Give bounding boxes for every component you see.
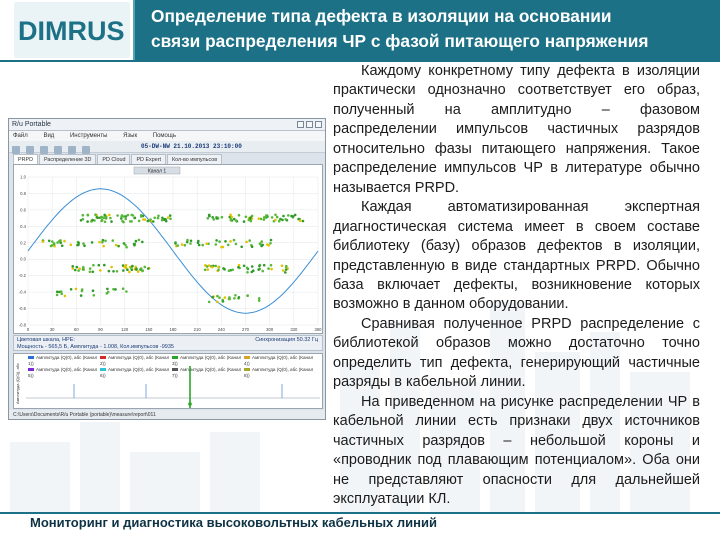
pd-pulse-point — [56, 291, 59, 294]
pd-pulse-point — [116, 214, 119, 217]
pd-pulse-point — [251, 265, 254, 268]
pd-pulse-point — [260, 245, 263, 248]
pd-pulse-point — [238, 296, 241, 299]
pd-pulse-point — [235, 243, 238, 246]
pd-pulse-point — [130, 220, 133, 223]
legend-label: Амплитуда (Q(0), абс (Канал 6)) — [100, 367, 170, 378]
pd-pulse-point — [228, 296, 231, 299]
pd-pulse-point — [258, 265, 261, 268]
pd-pulse-point — [258, 297, 261, 300]
pd-pulse-point — [70, 288, 73, 291]
pd-pulse-point — [96, 216, 99, 219]
pd-pulse-point — [109, 217, 112, 220]
menu-tools[interactable]: Инструменты — [69, 133, 108, 139]
pd-pulse-point — [56, 294, 59, 297]
pd-pulse-point — [233, 297, 236, 300]
pd-pulse-point — [169, 218, 172, 221]
pd-pulse-point — [229, 214, 232, 217]
pd-pulse-point — [92, 264, 95, 267]
pd-pulse-point — [110, 266, 113, 269]
plot-status-bar — [13, 335, 323, 351]
pd-pulse-point — [61, 244, 64, 247]
prpd-chart — [14, 165, 324, 335]
pd-pulse-point — [115, 244, 118, 247]
y-tick-label: 0.4 — [20, 223, 26, 229]
pd-pulse-point — [70, 244, 73, 247]
paragraph: Каждому конкретному типу дефекта в изоляции практически однозначно соответствует его образ, полученный на амплитудно – фазовом распределении импульсов частичных разрядов относительно фазы питающего напряжения. Такое распределение импульсов ЧР в литературе обычно называется PRPD. — [333, 63, 700, 196]
tab-pd-expert[interactable]: PD Expert — [131, 154, 166, 164]
pd-pulse-point — [243, 220, 246, 223]
pd-pulse-point — [144, 266, 147, 269]
pd-pulse-point — [167, 216, 170, 219]
pd-pulse-point — [267, 244, 270, 247]
pd-pulse-point — [237, 266, 240, 269]
y-tick-label: 1.0 — [20, 174, 26, 180]
trend-point — [188, 402, 192, 406]
pd-pulse-point — [59, 242, 62, 245]
pd-pulse-point — [211, 296, 214, 299]
pd-pulse-point — [82, 268, 85, 271]
y-axis-ticks — [19, 175, 27, 328]
pd-pulse-point — [257, 268, 260, 271]
pd-pulse-point — [86, 220, 89, 223]
y-tick-label: 0.2 — [20, 240, 26, 246]
pd-pulse-point — [227, 244, 230, 247]
pd-pulse-point — [92, 289, 95, 292]
pd-pulse-point — [285, 268, 288, 271]
pd-pulse-point — [108, 270, 111, 273]
x-axis-ticks — [27, 327, 322, 332]
footer-divider — [0, 512, 720, 514]
pd-pulse-point — [246, 294, 249, 297]
pd-pulse-point — [141, 241, 144, 244]
pd-pulse-point — [274, 214, 277, 217]
pd-pulse-point — [215, 217, 218, 220]
x-tick-label: 180 — [169, 327, 177, 332]
legend-label: Амплитуда (Q(0), абс (Канал 2)) — [100, 355, 170, 366]
pd-pulse-point — [222, 300, 225, 303]
pd-pulse-point — [246, 271, 249, 274]
view-tabs — [13, 154, 323, 164]
pd-pulse-point — [51, 240, 54, 243]
pd-pulse-point — [93, 294, 96, 297]
pd-pulse-point — [42, 240, 45, 243]
pd-pulse-point — [271, 216, 274, 219]
pd-pulse-point — [80, 294, 83, 297]
pd-pulse-point — [292, 215, 295, 218]
pd-pulse-point — [269, 242, 272, 245]
window-title: R/u Portable — [12, 121, 51, 128]
pd-pulse-point — [208, 301, 211, 304]
pd-pulse-point — [259, 242, 262, 245]
pd-pulse-point — [215, 243, 218, 246]
pd-pulse-point — [176, 244, 179, 247]
software-screenshot — [8, 118, 326, 420]
pd-pulse-point — [114, 288, 117, 291]
prev-icon[interactable] — [68, 146, 76, 154]
title-bar — [133, 0, 720, 60]
close-icon[interactable] — [315, 121, 322, 128]
pd-pulse-point — [224, 296, 227, 299]
pd-pulse-point — [140, 267, 143, 270]
pd-pulse-point — [263, 216, 266, 219]
pd-pulse-point — [263, 218, 266, 221]
pd-pulse-point — [265, 214, 268, 217]
x-tick-label: 210 — [193, 327, 201, 332]
next-icon[interactable] — [82, 146, 90, 154]
pd-pulse-point — [82, 214, 85, 217]
pd-pulse-point — [230, 219, 233, 222]
pd-pulse-point — [217, 266, 220, 269]
pd-pulse-point — [285, 265, 288, 268]
pd-pulse-point — [76, 266, 79, 269]
pd-pulse-point — [207, 217, 210, 220]
pd-pulse-point — [153, 217, 156, 220]
pd-pulse-point — [161, 219, 164, 222]
pd-pulse-point — [104, 221, 107, 224]
pd-pulse-point — [63, 240, 66, 243]
logo-graphic — [14, 2, 130, 58]
y-tick-label: -0.8 — [18, 322, 26, 328]
pd-pulse-point — [222, 246, 225, 249]
print-icon[interactable] — [40, 146, 48, 154]
pd-pulse-point — [91, 241, 94, 244]
y-tick-label: 0.0 — [20, 256, 26, 262]
pd-pulse-point — [164, 218, 167, 221]
menu-view[interactable]: Вид — [43, 133, 55, 139]
tab-prpd[interactable]: PRPD — [13, 154, 38, 164]
pd-pulse-point — [102, 245, 105, 248]
pd-pulse-point — [261, 270, 264, 273]
pd-pulse-point — [251, 271, 254, 274]
pd-pulse-point — [218, 296, 221, 299]
pd-pulse-point — [135, 268, 138, 271]
pd-pulse-point — [233, 239, 236, 242]
pd-pulse-point — [184, 244, 187, 247]
amplitude-trend-plot[interactable] — [13, 353, 323, 409]
zoom-icon[interactable] — [54, 146, 62, 154]
pd-pulse-point — [126, 268, 129, 271]
pd-pulse-point — [201, 244, 204, 247]
pd-pulse-point — [270, 268, 273, 271]
x-tick-label: 0 — [26, 327, 30, 332]
pd-pulse-point — [121, 214, 124, 217]
y-tick-label: 0.6 — [20, 207, 26, 213]
paragraph: На приведенном на рисунке распределении ЧР в кабельной линии есть признаки двух источников частичных разрядов – небольшой короны и «проводник под плавающим потенциалом». Оба они не представляют опасности для дальнейшей эксплуатации КЛ. — [333, 393, 700, 507]
pd-pulse-point — [245, 241, 248, 244]
pd-pulse-point — [101, 241, 104, 244]
x-tick-label: 360 — [314, 327, 322, 332]
x-tick-label: 120 — [121, 327, 129, 332]
paragraph: Сравнивая полученное PRPD распределение с библиотекой образов можно достаточно точно определить тип дефекта, генерирующий частичные разряды в кабельной линии. — [333, 315, 700, 391]
x-tick-label: 90 — [98, 327, 103, 332]
legend-label: Амплитуда (Q(0), абс (Канал 8)) — [244, 367, 314, 378]
pd-pulse-point — [276, 216, 279, 219]
pd-pulse-point — [245, 216, 248, 219]
pd-pulse-point — [94, 213, 97, 216]
tab-pd-cloud[interactable]: PD Cloud — [97, 154, 130, 164]
pd-pulse-point — [147, 220, 150, 223]
pd-pulse-point — [258, 217, 261, 220]
pd-pulse-point — [122, 269, 125, 272]
pd-pulse-point — [87, 214, 90, 217]
color-scale-label: Цветовая шкала, НРЕ: — [17, 337, 75, 343]
menu-language[interactable]: Язык — [123, 133, 138, 139]
pd-pulse-point — [59, 239, 62, 242]
pd-pulse-point — [279, 218, 282, 221]
pd-pulse-point — [110, 220, 113, 223]
pd-pulse-point — [104, 240, 107, 243]
pd-pulse-point — [249, 216, 252, 219]
pd-pulse-point — [281, 264, 284, 267]
pd-pulse-point — [152, 220, 155, 223]
logo-text: DIMRUS — [18, 16, 125, 46]
pd-pulse-point — [138, 220, 141, 223]
measurement-datetime: 05-DW-NW 21.10.2013 23:10:00 — [141, 143, 242, 150]
pd-pulse-point — [106, 292, 109, 295]
pd-pulse-point — [217, 269, 220, 272]
pd-pulse-point — [89, 267, 92, 270]
pd-pulse-point — [204, 269, 207, 272]
file-path-bar: C:\Users\Documents\R/u Portable (portable)\measure\report\011 — [9, 410, 325, 420]
menu-file[interactable]: Файл — [13, 133, 28, 139]
pd-pulse-point — [130, 267, 133, 270]
pd-pulse-point — [123, 266, 126, 269]
save-icon[interactable] — [26, 146, 34, 154]
pd-pulse-point — [122, 287, 125, 290]
pd-pulse-point — [138, 239, 141, 242]
y-tick-label: -0.6 — [18, 306, 26, 312]
pd-pulse-point — [125, 215, 128, 218]
pd-pulse-point — [82, 266, 85, 269]
legend-label: Амплитуда (Q(0), абс (Канал 7)) — [172, 367, 242, 378]
legend-label: Амплитуда (Q(0), абс (Канал 3)) — [172, 355, 242, 366]
prpd-plot[interactable] — [13, 164, 323, 334]
pd-pulse-point — [224, 240, 227, 243]
pd-pulse-point — [228, 269, 231, 272]
pd-pulse-point — [248, 219, 251, 222]
pd-pulse-point — [198, 244, 201, 247]
maximize-icon[interactable] — [306, 121, 313, 128]
pd-pulse-point — [186, 239, 189, 242]
pd-pulse-point — [282, 215, 285, 218]
pd-pulse-point — [169, 214, 172, 217]
menu-help[interactable]: Помощь — [152, 133, 176, 139]
pd-pulse-point — [213, 218, 216, 221]
footer-caption: Мониторинг и диагностика высоковольтных кабельных линий — [30, 515, 437, 530]
pd-pulse-point — [231, 269, 234, 272]
menu-bar — [9, 131, 325, 141]
legend-label: Амплитуда (Q(0), абс (Канал 1)) — [28, 355, 98, 366]
x-tick-label: 60 — [73, 327, 79, 332]
pd-pulse-point — [284, 218, 287, 221]
body-text — [333, 62, 700, 509]
pd-pulse-point — [284, 271, 287, 274]
tab-pulse-count[interactable]: Кол-во импульсов — [167, 154, 222, 164]
pd-pulse-point — [125, 246, 128, 249]
pd-pulse-point — [124, 244, 127, 247]
pd-pulse-point — [230, 216, 233, 219]
pd-pulse-point — [282, 269, 285, 272]
pd-pulse-point — [141, 269, 144, 272]
pd-pulse-point — [117, 245, 120, 248]
pd-pulse-point — [216, 301, 219, 304]
paragraph: Каждая автоматизированная экспертная диагностическая система имеет в своем составе библиотеку (базу) образов дефектов в изоляции, представленную в виде стандартных PRPD. Обычно база включает дефекты, возникновение которых возможно в данном оборудовании. — [333, 199, 700, 313]
pd-pulse-point — [267, 267, 270, 270]
legend-label: Амплитуда (Q(0), абс (Канал 4)) — [244, 355, 314, 366]
trend-y-label: Амплитуда (Q(0)), абс — [15, 363, 20, 404]
pd-pulse-point — [89, 271, 92, 274]
pd-pulse-point — [270, 239, 273, 242]
pd-pulse-point — [223, 268, 226, 271]
company-logo — [14, 2, 130, 58]
pd-pulse-point — [105, 216, 108, 219]
pd-pulse-point — [106, 288, 109, 291]
pd-pulse-point — [248, 239, 251, 242]
pd-pulse-point — [251, 245, 254, 248]
pd-pulse-point — [60, 292, 63, 295]
y-tick-label: -0.4 — [18, 289, 26, 295]
pd-pulse-point — [78, 267, 81, 270]
pd-pulse-point — [137, 270, 140, 273]
window-titlebar — [9, 119, 325, 131]
pd-pulse-point — [234, 294, 237, 297]
pd-pulse-point — [263, 264, 266, 267]
x-tick-label: 330 — [290, 327, 298, 332]
pd-pulse-point — [215, 239, 218, 242]
slide-title: Определение типа дефекта в изоляции на основании связи распределения ЧР с фазой питающего напряжения — [151, 6, 649, 51]
pd-pulse-point — [135, 240, 138, 243]
pd-pulse-point — [208, 214, 211, 217]
pd-pulse-point — [270, 264, 273, 267]
pd-pulse-point — [302, 220, 305, 223]
pd-pulse-point — [211, 266, 214, 269]
pd-pulse-point — [98, 241, 101, 244]
pd-pulse-point — [81, 288, 84, 291]
pd-pulse-point — [258, 299, 261, 302]
pd-pulse-point — [92, 271, 95, 274]
pd-pulse-point — [221, 216, 224, 219]
pd-pulse-point — [207, 268, 210, 271]
pd-pulse-point — [112, 239, 115, 242]
pd-pulse-point — [133, 217, 136, 220]
x-tick-label: 270 — [242, 327, 249, 332]
pd-pulse-point — [125, 290, 128, 293]
pd-pulse-point — [157, 215, 160, 218]
pd-pulse-point — [214, 265, 217, 268]
pd-pulse-point — [287, 214, 290, 217]
x-tick-label: 240 — [217, 327, 225, 332]
pd-pulse-point — [205, 242, 208, 245]
pd-pulse-point — [197, 240, 200, 243]
pd-pulse-point — [238, 214, 241, 217]
pd-pulse-point — [133, 243, 136, 246]
pd-pulse-point — [103, 214, 106, 217]
pd-pulse-point — [260, 218, 263, 221]
open-icon[interactable] — [12, 146, 20, 154]
pd-pulse-point — [260, 240, 263, 243]
pd-pulse-point — [100, 216, 103, 219]
pd-pulse-point — [98, 264, 101, 267]
y-tick-label: -0.2 — [18, 273, 26, 279]
pd-pulse-point — [112, 270, 115, 273]
pd-pulse-point — [190, 240, 193, 243]
sync-frequency: Синхронизация 50.32 Гц — [255, 337, 318, 343]
pd-pulse-point — [50, 245, 53, 248]
pd-pulse-point — [274, 219, 277, 222]
pd-pulse-point — [157, 217, 160, 220]
y-tick-label: 0.8 — [20, 190, 26, 196]
pd-pulse-point — [216, 295, 219, 298]
pd-pulse-point — [82, 218, 85, 221]
pd-pulse-point — [75, 288, 78, 291]
pd-pulse-point — [140, 215, 143, 218]
pd-pulse-point — [102, 216, 105, 219]
pd-pulse-point — [108, 214, 111, 217]
pd-pulse-point — [243, 265, 246, 268]
pd-pulse-point — [240, 246, 243, 249]
pd-pulse-point — [116, 270, 119, 273]
pd-pulse-point — [64, 295, 67, 298]
x-tick-label: 30 — [49, 327, 55, 332]
pd-pulse-point — [235, 219, 238, 222]
pd-pulse-point — [218, 240, 221, 243]
channel-label: Канал 1 — [147, 168, 167, 175]
pd-pulse-point — [124, 218, 127, 221]
measurement-summary: Мощность - 565,5 Б, Амплитуда - 1.008, Кол.импульсов -9935 — [17, 344, 174, 350]
pd-pulse-point — [48, 240, 51, 243]
pd-pulse-point — [99, 269, 102, 272]
pd-pulse-point — [100, 220, 103, 223]
pd-pulse-point — [206, 265, 209, 268]
x-tick-label: 300 — [266, 327, 274, 332]
pd-pulse-point — [74, 269, 77, 272]
pd-pulse-point — [60, 290, 63, 293]
minimize-icon[interactable] — [297, 121, 304, 128]
pd-pulse-point — [122, 221, 125, 224]
pd-pulse-point — [174, 242, 177, 245]
pd-pulse-point — [77, 242, 80, 245]
tab-3d[interactable]: Распределение 3D — [39, 154, 96, 164]
pd-pulse-point — [144, 218, 147, 221]
trend-chart — [14, 354, 324, 410]
pd-pulse-point — [229, 240, 232, 243]
pd-pulse-point — [71, 265, 74, 268]
pd-pulse-point — [299, 219, 302, 222]
pd-pulse-point — [128, 271, 131, 274]
pd-pulse-point — [189, 242, 192, 245]
pd-pulse-point — [53, 243, 56, 246]
legend-label: Амплитуда (Q(0), абс (Канал 5)) — [28, 367, 98, 378]
x-tick-label: 150 — [145, 327, 153, 332]
pd-pulse-point — [147, 267, 150, 270]
pd-pulse-point — [132, 214, 135, 217]
header — [0, 0, 720, 62]
pd-pulse-point — [181, 243, 184, 246]
pd-pulse-point — [91, 219, 94, 222]
pd-pulse-point — [246, 267, 249, 270]
pd-pulse-point — [103, 264, 106, 267]
pd-pulse-point — [83, 245, 86, 248]
